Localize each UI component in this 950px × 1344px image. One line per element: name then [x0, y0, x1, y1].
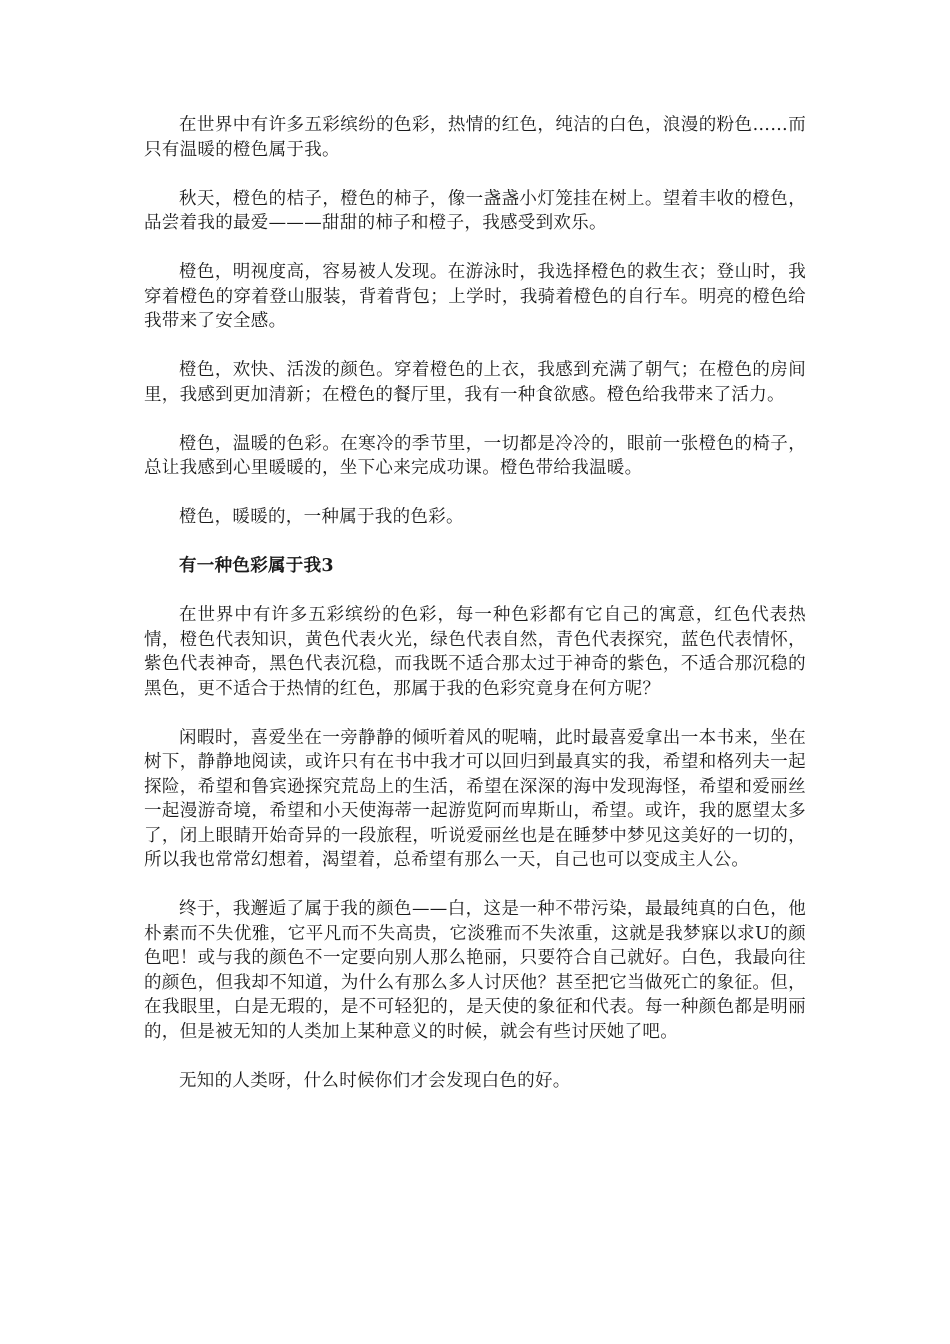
paragraph: 橙色，暖暖的，一种属于我的色彩。 [179, 507, 464, 527]
paragraph: 在世界中有许多五彩缤纷的色彩，每一种色彩都有它自己的寓意，红色代表热情，橙色代表知识，黄色代表火光，绿色代表自然，青色代表探究，蓝色代表情怀，紫色代表神奇，黑色代表沉稳，而我既不适合那太过于神奇的紫色，不适合那沉稳的黑色，更不适合于热情的红色，那属于我的色彩究竟身在何方呢？ [144, 605, 806, 699]
paragraph: 闲暇时，喜爱坐在一旁静静的倾听着风的呢喃，此时最喜爱拿出一本书来，坐在树下，静静地阅读，或许只有在书中我才可以回归到最真实的我，希望和格列夫一起探险，希望和鲁宾逊探究荒岛上的生活，希望在深深的海中发现海怪，希望和爱丽丝一起漫游奇境，希望和小天使海蒂一起游览阿而卑斯山，希望。或许，我的愿望太多了，闭上眼睛开始奇异的一段旅程，听说爱丽丝也是在睡梦中梦见这美好的一切的，所以我也常常幻想着，渴望着，总希望有那么一天，自己也可以变成主人公。 [144, 727, 806, 870]
paragraph: 终于，我邂逅了属于我的颜色——白，这是一种不带污染，最最纯真的白色，他朴素而不失优雅，它平凡而不失高贵，它淡雅而不失浓重，这就是我梦寐以求U的颜色吧！或与我的颜色不一定要向别人那么艳丽，只要符合自己就好。白色，我最向往的颜色，但我却不知道，为什么有那么多人讨厌他？甚至把它当做死亡的象征。但，在我眼里，白是无瑕的，是不可轻犯的，是天使的象征和代表。每一种颜色都是明丽的，但是被无知的人类加上某种意义的时候，就会有些讨厌她了吧。 [144, 899, 806, 1042]
document-body [144, 113, 806, 1118]
paragraph: 橙色，明视度高，容易被人发现。在游泳时，我选择橙色的救生衣；登山时，我穿着橙色的穿着登山服装，背着背包；上学时，我骑着橙色的自行车。明亮的橙色给我带来了安全感。 [144, 262, 806, 331]
paragraph: 橙色，欢快、活泼的颜色。穿着橙色的上衣，我感到充满了朝气；在橙色的房间里，我感到更加清新；在橙色的餐厅里，我有一种食欲感。橙色给我带来了活力。 [144, 360, 806, 405]
section-heading: 有一种色彩属于我3 [179, 556, 334, 576]
paragraph: 橙色，温暖的色彩。在寒冷的季节里，一切都是冷冷的，眼前一张橙色的椅子，总让我感到心里暖暖的，坐下心来完成功课。橙色带给我温暖。 [144, 433, 806, 478]
paragraph: 在世界中有许多五彩缤纷的色彩，热情的红色，纯洁的白色，浪漫的粉色……而只有温暖的橙色属于我。 [144, 115, 806, 160]
paragraph: 无知的人类呀，什么时候你们才会发现白色的好。 [179, 1070, 571, 1091]
paragraph: 秋天，橙色的桔子，橙色的柿子，像一盏盏小灯笼挂在树上。望着丰收的橙色，品尝着我的最爱———甜甜的柿子和橙子，我感受到欢乐。 [144, 188, 806, 233]
